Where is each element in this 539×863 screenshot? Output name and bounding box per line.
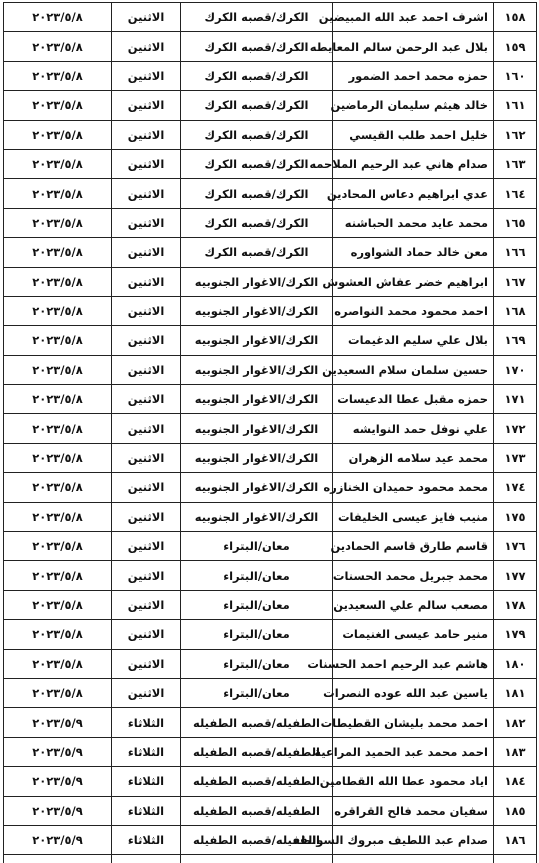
row-number-cell: ١٨٤ xyxy=(494,767,537,796)
location-cell: معان/البتراء xyxy=(181,649,333,678)
name-cell: صدام عبد اللطيف مبروك السوالقه xyxy=(333,825,494,854)
name-cell: اياد محمود عطا الله القطامين xyxy=(333,767,494,796)
table-row xyxy=(4,532,537,561)
row-number-cell: ١٧٧ xyxy=(494,561,537,590)
name-cell: اشرف احمد عبد الله المبيضين xyxy=(333,3,494,32)
date-cell: ٢٠٢٣/٥/٨ xyxy=(4,179,112,208)
day-cell: الثلاثاء xyxy=(112,825,181,854)
name-cell: احمد محمد عبد الحميد المراعية xyxy=(333,737,494,766)
row-number-cell: ١٧٦ xyxy=(494,532,537,561)
table-row xyxy=(4,179,537,208)
row-number-cell: ١٦٥ xyxy=(494,208,537,237)
location-cell: معان/البتراء xyxy=(181,620,333,649)
day-cell: الاثنين xyxy=(112,385,181,414)
table-row xyxy=(4,796,537,825)
table-row-partial xyxy=(4,855,537,863)
day-cell: الثلاثاء xyxy=(112,796,181,825)
name-cell: ياسين عبد الله عوده النصرات xyxy=(333,678,494,707)
date-cell: ٢٠٢٣/٥/٨ xyxy=(4,561,112,590)
location-cell: معان/البتراء xyxy=(181,590,333,619)
row-number-cell: ١٧٩ xyxy=(494,620,537,649)
name-cell: احمد محمد بليشان القطيطات xyxy=(333,708,494,737)
table-row xyxy=(4,149,537,178)
row-number-cell: ١٦٤ xyxy=(494,179,537,208)
row-number-cell: ١٦٩ xyxy=(494,326,537,355)
name-cell: منيب فايز عيسى الخليفات xyxy=(333,502,494,531)
table-row xyxy=(4,473,537,502)
row-number-cell: ١٧٨ xyxy=(494,590,537,619)
name-cell: محمد محمود حميدان الخنازره xyxy=(333,473,494,502)
location-cell: الكرك/الاغوار الجنوبيه xyxy=(181,385,333,414)
location-cell: الطفيله/قصبه الطفيله xyxy=(181,767,333,796)
day-cell: الاثنين xyxy=(112,532,181,561)
name-cell: معن خالد حماد الشواوره xyxy=(333,238,494,267)
date-cell: ٢٠٢٣/٥/٨ xyxy=(4,208,112,237)
table-row xyxy=(4,620,537,649)
row-number-cell: ١٧٠ xyxy=(494,355,537,384)
roster-table xyxy=(3,2,537,863)
date-cell: ٢٠٢٣/٥/٩ xyxy=(4,737,112,766)
table-row xyxy=(4,91,537,120)
day-cell: الاثنين xyxy=(112,149,181,178)
table-row xyxy=(4,238,537,267)
table-row xyxy=(4,32,537,61)
date-cell: ٢٠٢٣/٥/٨ xyxy=(4,590,112,619)
name-cell: محمد عايد محمد الحباشنه xyxy=(333,208,494,237)
day-cell: الاثنين xyxy=(112,473,181,502)
name-cell: سفيان محمد فالح القراقره xyxy=(333,796,494,825)
date-cell: ٢٠٢٣/٥/٨ xyxy=(4,355,112,384)
date-cell: ٢٠٢٣/٥/٨ xyxy=(4,91,112,120)
row-number-cell: ١٧٣ xyxy=(494,443,537,472)
row-number-cell: ١٦٢ xyxy=(494,120,537,149)
name-cell: حمزه مقبل عطا الدعيسات xyxy=(333,385,494,414)
location-cell: الطفيله/قصبه الطفيله xyxy=(181,796,333,825)
day-cell: الاثنين xyxy=(112,355,181,384)
name-cell: خالد هيثم سليمان الرماضين xyxy=(333,91,494,120)
table-row xyxy=(4,267,537,296)
day-cell: الاثنين xyxy=(112,443,181,472)
location-cell: الطفيله/قصبه الطفيله xyxy=(181,708,333,737)
name-cell: محمد عيد سلامه الزهران xyxy=(333,443,494,472)
day-cell: الاثنين xyxy=(112,502,181,531)
day-cell: الاثنين xyxy=(112,267,181,296)
table-row xyxy=(4,443,537,472)
day-cell: الاثنين xyxy=(112,32,181,61)
table-row xyxy=(4,414,537,443)
name-cell: حسين سلمان سلام السعيدين xyxy=(333,355,494,384)
date-cell: ٢٠٢٣/٥/٨ xyxy=(4,649,112,678)
date-cell: ٢٠٢٣/٥/٩ xyxy=(4,825,112,854)
location-cell: الطفيله/قصبه الطفيله xyxy=(181,825,333,854)
row-number-cell: ١٦١ xyxy=(494,91,537,120)
location-cell: الكرك/الاغوار الجنوبيه xyxy=(181,326,333,355)
name-cell xyxy=(333,855,494,863)
location-cell: الكرك/قصبه الكرك xyxy=(181,208,333,237)
table-row xyxy=(4,326,537,355)
date-cell: ٢٠٢٣/٥/٨ xyxy=(4,414,112,443)
row-number-cell: ١٨١ xyxy=(494,678,537,707)
date-cell xyxy=(4,855,112,863)
location-cell xyxy=(181,855,333,863)
day-cell: الاثنين xyxy=(112,326,181,355)
name-cell: بلال عبد الرحمن سالم المعايطه xyxy=(333,32,494,61)
day-cell: الاثنين xyxy=(112,620,181,649)
day-cell: الاثنين xyxy=(112,678,181,707)
day-cell: الثلاثاء xyxy=(112,708,181,737)
date-cell: ٢٠٢٣/٥/٨ xyxy=(4,32,112,61)
location-cell: الكرك/قصبه الكرك xyxy=(181,179,333,208)
table-row xyxy=(4,3,537,32)
location-cell: معان/البتراء xyxy=(181,532,333,561)
row-number-cell: ١٧٢ xyxy=(494,414,537,443)
name-cell: هاشم عبد الرحيم احمد الحسنات xyxy=(333,649,494,678)
table-row xyxy=(4,120,537,149)
day-cell: الاثنين xyxy=(112,3,181,32)
date-cell: ٢٠٢٣/٥/٨ xyxy=(4,296,112,325)
table-row xyxy=(4,678,537,707)
name-cell: حمزه محمد احمد الضمور xyxy=(333,61,494,90)
name-cell: علي نوفل حمد النوايشه xyxy=(333,414,494,443)
row-number-cell: ١٥٩ xyxy=(494,32,537,61)
date-cell: ٢٠٢٣/٥/٨ xyxy=(4,502,112,531)
name-cell: قاسم طارق قاسم الحمادين xyxy=(333,532,494,561)
location-cell: الكرك/الاغوار الجنوبيه xyxy=(181,355,333,384)
location-cell: الكرك/الاغوار الجنوبيه xyxy=(181,414,333,443)
location-cell: الكرك/قصبه الكرك xyxy=(181,91,333,120)
row-number-cell: ١٨٠ xyxy=(494,649,537,678)
table-row xyxy=(4,61,537,90)
location-cell: الكرك/قصبه الكرك xyxy=(181,120,333,149)
date-cell: ٢٠٢٣/٥/٨ xyxy=(4,326,112,355)
date-cell: ٢٠٢٣/٥/٨ xyxy=(4,61,112,90)
table-row xyxy=(4,737,537,766)
table-row xyxy=(4,355,537,384)
day-cell: الاثنين xyxy=(112,561,181,590)
row-number-cell: ١٧٤ xyxy=(494,473,537,502)
day-cell: الثلاثاء xyxy=(112,767,181,796)
day-cell xyxy=(112,855,181,863)
table-row xyxy=(4,825,537,854)
date-cell: ٢٠٢٣/٥/٩ xyxy=(4,767,112,796)
table-row xyxy=(4,385,537,414)
day-cell: الاثنين xyxy=(112,296,181,325)
day-cell: الاثنين xyxy=(112,61,181,90)
location-cell: الكرك/الاغوار الجنوبيه xyxy=(181,473,333,502)
day-cell: الاثنين xyxy=(112,414,181,443)
date-cell: ٢٠٢٣/٥/٨ xyxy=(4,385,112,414)
date-cell: ٢٠٢٣/٥/٨ xyxy=(4,3,112,32)
name-cell: احمد محمود محمد النواصره xyxy=(333,296,494,325)
day-cell: الاثنين xyxy=(112,179,181,208)
table-row xyxy=(4,296,537,325)
date-cell: ٢٠٢٣/٥/٨ xyxy=(4,678,112,707)
date-cell: ٢٠٢٣/٥/٨ xyxy=(4,443,112,472)
date-cell: ٢٠٢٣/٥/٨ xyxy=(4,267,112,296)
location-cell: الطفيله/قصبه الطفيله xyxy=(181,737,333,766)
location-cell: الكرك/قصبه الكرك xyxy=(181,32,333,61)
day-cell: الاثنين xyxy=(112,590,181,619)
row-number-cell: ١٦٠ xyxy=(494,61,537,90)
row-number-cell: ١٨٣ xyxy=(494,737,537,766)
day-cell: الاثنين xyxy=(112,238,181,267)
date-cell: ٢٠٢٣/٥/٨ xyxy=(4,473,112,502)
date-cell: ٢٠٢٣/٥/٨ xyxy=(4,532,112,561)
day-cell: الاثنين xyxy=(112,649,181,678)
name-cell: بلال علي سليم الدغيمات xyxy=(333,326,494,355)
row-number-cell: ١٨٦ xyxy=(494,825,537,854)
location-cell: الكرك/الاغوار الجنوبيه xyxy=(181,267,333,296)
date-cell: ٢٠٢٣/٥/٨ xyxy=(4,120,112,149)
location-cell: الكرك/الاغوار الجنوبيه xyxy=(181,443,333,472)
name-cell: منير حامد عيسى الغنيمات xyxy=(333,620,494,649)
row-number-cell xyxy=(494,855,537,863)
row-number-cell: ١٥٨ xyxy=(494,3,537,32)
location-cell: معان/البتراء xyxy=(181,561,333,590)
name-cell: خليل احمد طلب القيسي xyxy=(333,120,494,149)
table-row xyxy=(4,561,537,590)
location-cell: الكرك/قصبه الكرك xyxy=(181,149,333,178)
day-cell: الاثنين xyxy=(112,91,181,120)
row-number-cell: ١٦٣ xyxy=(494,149,537,178)
roster-table-body xyxy=(4,3,537,863)
location-cell: الكرك/قصبه الكرك xyxy=(181,238,333,267)
location-cell: الكرك/قصبه الكرك xyxy=(181,3,333,32)
location-cell: الكرك/الاغوار الجنوبيه xyxy=(181,502,333,531)
table-row xyxy=(4,590,537,619)
row-number-cell: ١٦٨ xyxy=(494,296,537,325)
date-cell: ٢٠٢٣/٥/٨ xyxy=(4,238,112,267)
row-number-cell: ١٧١ xyxy=(494,385,537,414)
table-row xyxy=(4,502,537,531)
location-cell: معان/البتراء xyxy=(181,678,333,707)
location-cell: الكرك/الاغوار الجنوبيه xyxy=(181,296,333,325)
date-cell: ٢٠٢٣/٥/٨ xyxy=(4,149,112,178)
name-cell: ابراهيم خضر عفاش العشوش xyxy=(333,267,494,296)
name-cell: محمد جبريل محمد الحسنات xyxy=(333,561,494,590)
day-cell: الاثنين xyxy=(112,208,181,237)
date-cell: ٢٠٢٣/٥/٩ xyxy=(4,708,112,737)
row-number-cell: ١٨٢ xyxy=(494,708,537,737)
table-row xyxy=(4,708,537,737)
row-number-cell: ١٦٧ xyxy=(494,267,537,296)
table-row xyxy=(4,208,537,237)
table-row xyxy=(4,649,537,678)
date-cell: ٢٠٢٣/٥/٨ xyxy=(4,620,112,649)
date-cell: ٢٠٢٣/٥/٩ xyxy=(4,796,112,825)
location-cell: الكرك/قصبه الكرك xyxy=(181,61,333,90)
row-number-cell: ١٨٥ xyxy=(494,796,537,825)
row-number-cell: ١٧٥ xyxy=(494,502,537,531)
name-cell: عدي ابراهيم دعاس المحادين xyxy=(333,179,494,208)
name-cell: مصعب سالم علي السعيدين xyxy=(333,590,494,619)
day-cell: الثلاثاء xyxy=(112,737,181,766)
day-cell: الاثنين xyxy=(112,120,181,149)
row-number-cell: ١٦٦ xyxy=(494,238,537,267)
table-row xyxy=(4,767,537,796)
name-cell: صدام هاني عبد الرحيم الملاحمه xyxy=(333,149,494,178)
